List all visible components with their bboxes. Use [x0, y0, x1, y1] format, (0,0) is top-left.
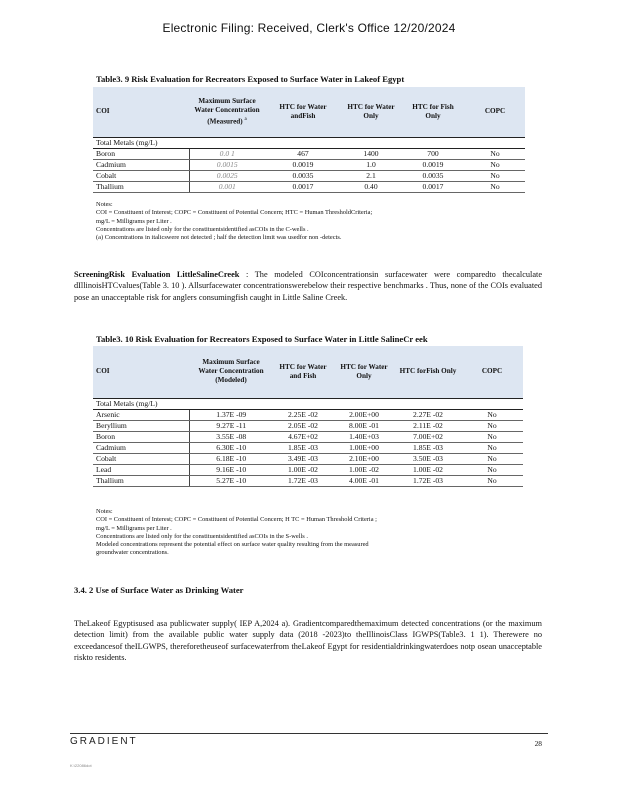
table-row: Cobalt 0.0025 0.0035 2.1 0.0035 No	[93, 170, 525, 181]
table-9-title: Table3. 9 Risk Evaluation for Recreators Exposed to Surface Water in Lakeof Egypt	[96, 74, 405, 84]
table-10-header-max-conc: Maximum Surface Water Concentration (Modeled)	[189, 346, 273, 398]
table-9	[93, 87, 525, 193]
table-row: Thallium 0.001 0.0017 0.40 0.0017 No	[93, 181, 525, 192]
table-9-header-htc-water: HTC for Water Only	[341, 87, 401, 137]
table-row: Cadmium 6.30E -10 1.85E -03 1.00E+00 1.85E -03 No	[93, 442, 523, 453]
table-10-header-htc-water: HTC for Water Only	[333, 346, 395, 398]
file-path: K:\22086dot	[70, 763, 92, 768]
table-10-notes: Notes: COI = Constituent of Interest; COPC = Constituent of Potential Concern; H TC = Human Threshold Criteria ; mg/L = Milligrams per Liter . Concentrations are listed only for the constituentsidentified asCOIs in the S-wells . Modeled concentrations represent the potential effect on surface water quality resulting from the measured groundwater concentrations.	[96, 508, 377, 557]
footer-divider	[70, 733, 548, 734]
table-row: Beryllium 9.27E -11 2.05E -02 8.00E -01 2.11E -02 No	[93, 420, 523, 431]
drinking-water-paragraph: TheLakeof Egyptisused asa publicwater supply( IEP A,2024 a). Gradientcomparedthemaximum detected concentrations (or the maximum detection limit) from the available public water supply data (2018 -2023)to theIllinoisClass IGWPS(Table3. 1 1). Therewere no exceedancesof theILGWPS, thereforetheuseof surfacewaterfrom theLakeof Egypt for residentialdrinkingwaterdoes notp osean unacceptable riskto residents.	[74, 619, 542, 663]
gradient-logo: GRADIENT	[70, 736, 138, 747]
screening-heading: ScreeningRisk Evaluation LittleSalineCreek	[74, 270, 240, 279]
table-row: Thallium 5.27E -10 1.72E -03 4.00E -01 1.72E -03 No	[93, 475, 523, 486]
table-row: Cobalt 6.18E -10 3.49E -03 2.10E+00 3.50E -03 No	[93, 453, 523, 464]
table-9-header-coi: COI	[93, 87, 189, 137]
screening-paragraph	[74, 269, 542, 303]
section-heading: 3.4. 2 Use of Surface Water as Drinking Water	[74, 585, 244, 595]
table-10-title: Table3. 10 Risk Evaluation for Recreators Exposed to Surface Water in Little SalineCr eek	[96, 334, 428, 344]
table-9-header-copc: COPC	[465, 87, 525, 137]
table-10-header-copc: COPC	[461, 346, 523, 398]
screening-text: : The modeled COIconcentrationsin surfacewater were comparedto thecalculate dIllinoisHTCvalues(Table 3. 10 ). Allsurfacewater concentrationswerebelow their respective benchmarks . Thus, none of the COIs evaluated pose an unacceptable risk for anglers consumingfish caught in Little Saline Creek.	[74, 270, 543, 302]
filing-header: Electronic Filing: Received, Clerk's Office 12/20/2024	[162, 21, 456, 35]
table-10-header-htc-water-fish: HTC for Water and Fish	[273, 346, 333, 398]
table-9-header-htc-fish: HTC for Fish Only	[401, 87, 465, 137]
table-10-group-label: Total Metals (mg/L)	[93, 398, 523, 409]
table-9-group-label: Total Metals (mg/L)	[93, 137, 525, 148]
table-row: Lead 9.16E -10 1.00E -02 1.00E -02 1.00E -02 No	[93, 464, 523, 475]
table-9-header-max-conc: Maximum Surface Water Concentration (Measured) $^a$	[189, 87, 265, 137]
table-row: Boron 3.55E -08 4.67E+02 1.40E+03 7.00E+02 No	[93, 431, 523, 442]
table-9-notes: Notes: COI = Constituent of Interest; COPC = Constituent of Potential Concern; HTC = Human ThresholdCriteria; mg/L = Milligrams per Liter . Concentrations are listed only for the constituentsidentified asCOIs in the C-wells . (a) Concentrations in italicswere not detected ; half the detection limit was usedfor non -detects.	[96, 201, 373, 242]
table-row: Cadmium 0.0015 0.0019 1.0 0.0019 No	[93, 159, 525, 170]
table-row: Boron 0.0 1 467 1400 700 No	[93, 148, 525, 159]
page-number: 28	[534, 739, 542, 748]
table-10	[93, 346, 523, 487]
table-row: Arsenic 1.37E -09 2.25E -02 2.00E+00 2.27E -02 No	[93, 409, 523, 420]
table-10-header-htc-fish: HTC forFish Only	[395, 346, 461, 398]
table-9-header-htc-water-fish: HTC for Water andFish	[265, 87, 341, 137]
table-10-header-coi: COI	[93, 346, 189, 398]
